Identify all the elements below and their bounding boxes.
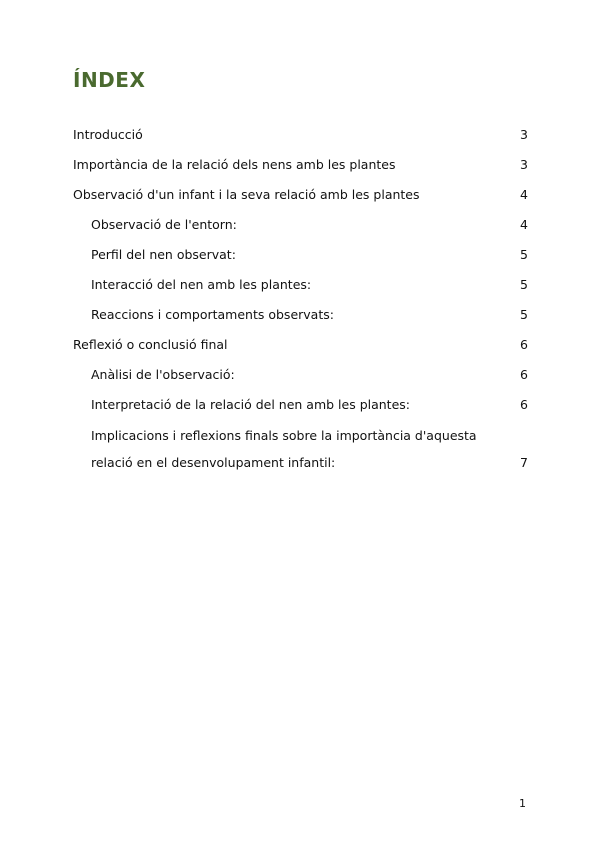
toc-entry-page: 4	[520, 217, 528, 232]
toc-entry-reflexio[interactable]	[73, 330, 528, 360]
toc-entry-interaccio[interactable]	[73, 270, 528, 300]
toc-entry-observacio-infant[interactable]	[73, 180, 528, 210]
toc-entry-importancia[interactable]	[73, 150, 528, 180]
toc-entry-page: 5	[520, 307, 528, 322]
toc-entry-interpretacio[interactable]	[73, 390, 528, 420]
toc-entry-label: Introducció	[73, 127, 143, 142]
toc-entry-label: Interpretació de la relació del nen amb les plantes:	[91, 397, 410, 412]
toc-entry-reaccions[interactable]	[73, 300, 528, 330]
toc-entry-page: 4	[520, 187, 528, 202]
toc-entry-label: Observació de l'entorn:	[91, 217, 237, 232]
toc-entry-label: Reaccions i comportaments observats:	[91, 307, 334, 322]
page-number: 1	[519, 797, 526, 810]
toc-entry-page: 3	[520, 157, 528, 172]
toc-entry-perfil-nen[interactable]	[73, 240, 528, 270]
toc-entry-page: 5	[520, 277, 528, 292]
toc-entry-analisi[interactable]	[73, 360, 528, 390]
toc-entry-label: Reflexió o conclusió final	[73, 337, 228, 352]
toc-entry-page: 3	[520, 127, 528, 142]
toc-entry-page: 6	[520, 397, 528, 412]
toc-entry-page: 6	[520, 337, 528, 352]
toc-entry-page: 5	[520, 247, 528, 262]
toc-entry-page: 6	[520, 367, 528, 382]
toc-entry-page: 7	[520, 455, 528, 470]
toc-entry-label: Anàlisi de l'observació:	[91, 367, 235, 382]
toc-entry-label: Interacció del nen amb les plantes:	[91, 277, 312, 292]
page-title: ÍNDEX	[73, 68, 146, 92]
toc-entry-implicacions[interactable]	[73, 420, 528, 476]
table-of-contents	[73, 120, 528, 476]
toc-entry-label: Observació d'un infant i la seva relació amb les plantes	[73, 187, 420, 202]
toc-entry-label: Importància de la relació dels nens amb les plantes	[73, 157, 396, 172]
toc-entry-label: Perfil del nen observat:	[91, 247, 236, 262]
toc-entry-label: Implicacions i reflexions finals sobre la importància d'aquesta relació en el desenvolupament infantil:	[91, 428, 477, 470]
toc-entry-observacio-entorn[interactable]	[73, 210, 528, 240]
toc-entry-introduccio[interactable]	[73, 120, 528, 150]
